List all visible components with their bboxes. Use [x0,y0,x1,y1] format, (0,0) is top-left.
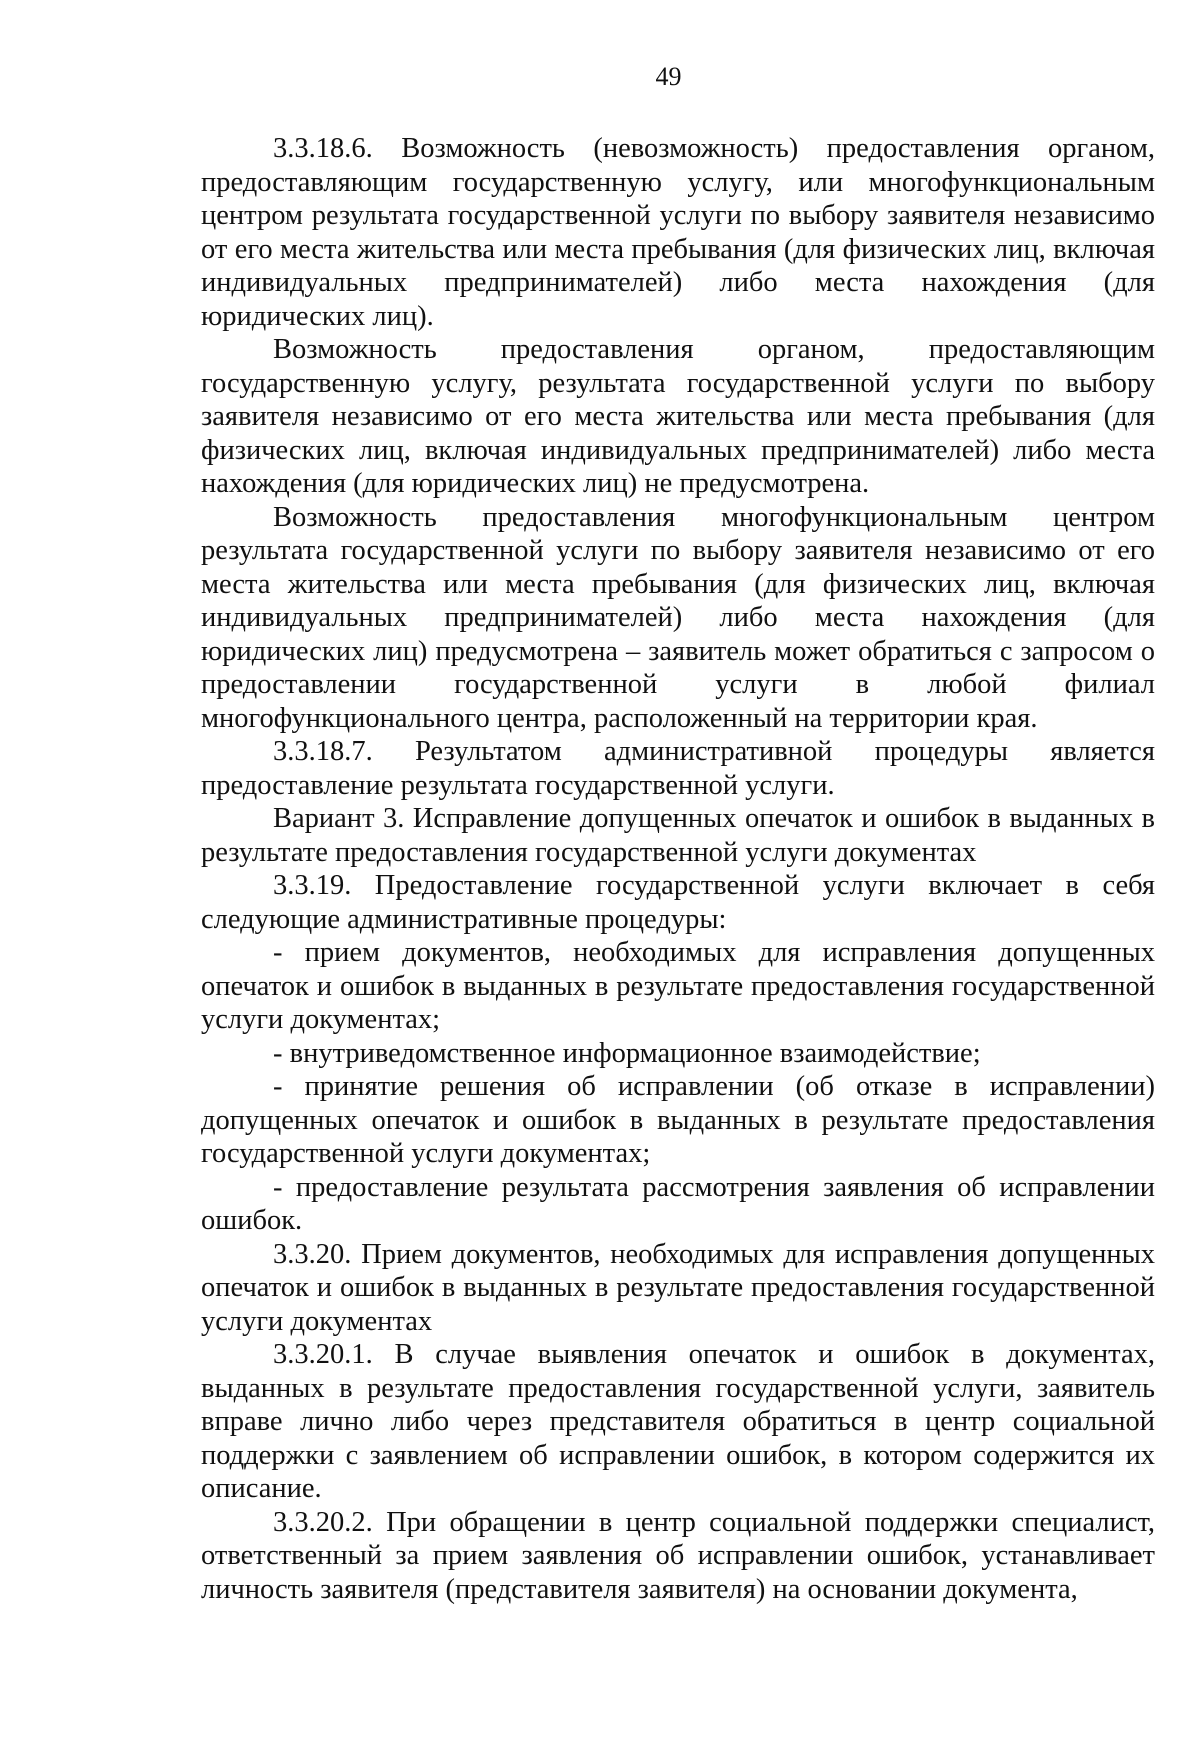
document-body [201,132,1155,1606]
paragraph-3-3-18-6: 3.3.18.6. Возможность (невозможность) предоставления органом, предоставляющим государственную услугу, или многофункциональным центром результата государственной услуги по выбору заявителя независимо от его места жительства или места пребывания (для физических лиц, включая индивидуальных предпринимателей) либо места нахождения (для юридических лиц). [201,133,1155,332]
paragraph-3-3-20-2: 3.3.20.2. При обращении в центр социальной поддержки специалист, ответственный за прием заявления об исправлении ошибок, устанавливает личность заявителя (представителя заявителя) на основании документа, [201,1506,1155,1605]
paragraph-3-3-20-1: 3.3.20.1. В случае выявления опечаток и ошибок в документах, выданных в результате предоставления государственной услуги, заявитель вправе лично либо через представителя обратиться в центр социальной поддержки с заявлением об исправлении ошибок, в котором содержится их описание. [201,1339,1155,1504]
list-item-result-of-review: - предоставление результата рассмотрения заявления об исправлении ошибок. [201,1171,1155,1236]
list-item-interdepartmental-interaction: - внутриведомственное информационное взаимодействие; [273,1037,981,1069]
paragraph-3-3-20: 3.3.20. Прием документов, необходимых для исправления допущенных опечаток и ошибок в выданных в результате предоставления государственной услуги документах [201,1238,1155,1337]
list-item-decision-on-correction: - принятие решения об исправлении (об отказе в исправлении) допущенных опечаток и ошибок в выданных в результате предоставления государственной услуги документах; [201,1071,1155,1169]
page-number: 49 [655,62,682,91]
paragraph-variant-3: Вариант 3. Исправление допущенных опечаток и ошибок в выданных в результате предоставления государственной услуги документах [201,803,1155,868]
paragraph-authority-not-provided: Возможность предоставления органом, предоставляющим государственную услугу, результата государственной услуги по выбору заявителя независимо от его места жительства или места пребывания (для физических лиц, включая индивидуальных предпринимателей) либо места нахождения (для юридических лиц) не предусмотрена. [201,334,1155,499]
paragraph-3-3-18-7: 3.3.18.7. Результатом административной процедуры является предоставление результата государственной услуги. [201,736,1155,801]
list-item-receipt-of-documents: - прием документов, необходимых для исправления допущенных опечаток и ошибок в выданных в результате предоставления государственной услуги документах; [201,937,1155,1035]
paragraph-3-3-19: 3.3.19. Предоставление государственной услуги включает в себя следующие административные процедуры: [201,870,1155,935]
paragraph-mfc-provided: Возможность предоставления многофункциональным центром результата государственной услуги по выбору заявителя независимо от его места жительства или места пребывания (для физических лиц, включая индивидуальных предпринимателей) либо места нахождения (для юридических лиц) предусмотрена – заявитель может обратиться с запросом о предоставлении государственной услуги в любой филиал многофункционального центра, расположенный на территории края. [201,501,1155,734]
